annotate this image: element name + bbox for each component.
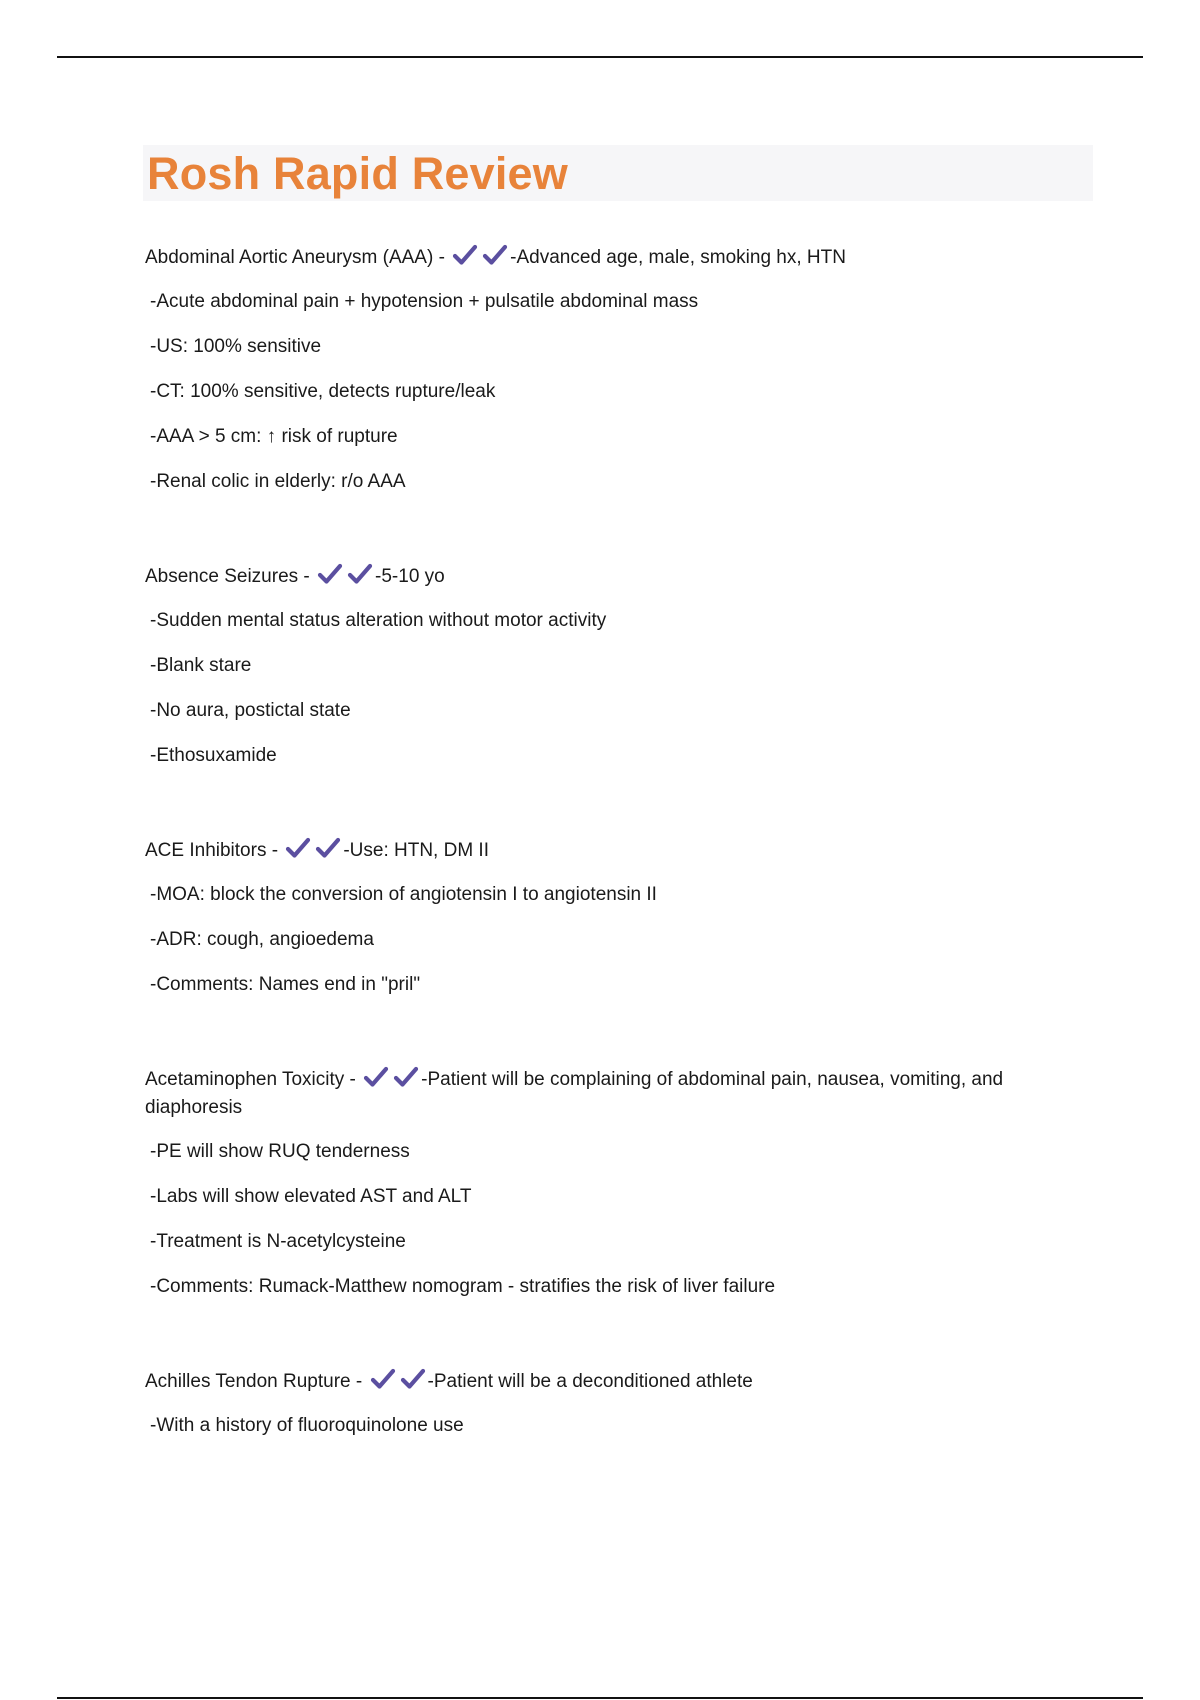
entry-term: ACE Inhibitors - (145, 840, 279, 861)
flashcard-entry (143, 1065, 1093, 1301)
check-marks (285, 836, 341, 860)
check-icon (317, 562, 343, 586)
entry-point: -Acute abdominal pain + hypotension + pulsatile abdominal mass (150, 291, 699, 312)
entry-heading (143, 1065, 1093, 1122)
check-icon (452, 243, 478, 267)
check-icon (370, 1367, 396, 1391)
title-band (143, 145, 1093, 201)
check-icon (482, 243, 508, 267)
entry-term: Achilles Tendon Rupture - (145, 1371, 363, 1392)
entry-term: Absence Seizures - (145, 566, 310, 587)
entry-term: Acetaminophen Toxicity - (145, 1069, 356, 1090)
entry-point: -AAA > 5 cm: ↑ risk of rupture (150, 426, 398, 447)
check-marks (363, 1065, 419, 1089)
entry-point: -ADR: cough, angioedema (150, 929, 374, 950)
entry-term: Abdominal Aortic Aneurysm (AAA) - (145, 247, 445, 268)
entry-first-point: -Patient will be complaining of abdominal pain, nausea, vomiting, and diaphoresis (145, 1069, 1004, 1118)
document-body (143, 145, 1093, 1506)
check-marks (317, 562, 373, 586)
check-icon (400, 1367, 426, 1391)
entry-point: -PE will show RUQ tenderness (150, 1141, 410, 1162)
entry-point: -Renal colic in elderly: r/o AAA (150, 471, 406, 492)
entry-point: -Labs will show elevated AST and ALT (150, 1186, 472, 1207)
entry-point: -With a history of fluoroquinolone use (150, 1415, 464, 1436)
flashcard-entry (143, 1367, 1093, 1440)
flashcard-entry (143, 836, 1093, 999)
entry-point: -Blank stare (150, 655, 252, 676)
flashcard-entry (143, 243, 1093, 496)
entry-point: -Treatment is N-acetylcysteine (150, 1231, 406, 1252)
check-icon (285, 836, 311, 860)
check-marks (370, 1367, 426, 1391)
bottom-rule (57, 1697, 1143, 1699)
entry-point: -Sudden mental status alteration without motor activity (150, 610, 607, 631)
entry-first-point: -Patient will be a deconditioned athlete (427, 1371, 753, 1392)
entry-heading (143, 562, 1093, 591)
entry-point: -No aura, postictal state (150, 700, 351, 721)
entry-point: -Comments: Rumack-Matthew nomogram - stratifies the risk of liver failure (150, 1276, 776, 1297)
check-icon (393, 1065, 419, 1089)
entry-point: -Ethosuxamide (150, 745, 277, 766)
entry-heading (143, 1367, 1093, 1396)
entry-first-point: -Advanced age, male, smoking hx, HTN (510, 247, 846, 268)
entry-point: -CT: 100% sensitive, detects rupture/leak (150, 381, 496, 402)
entry-heading (143, 243, 1093, 272)
flashcard-entry (143, 562, 1093, 770)
check-icon (315, 836, 341, 860)
entries-list (143, 243, 1093, 1440)
check-icon (347, 562, 373, 586)
check-marks (452, 243, 508, 267)
check-icon (363, 1065, 389, 1089)
page-title: Rosh Rapid Review (147, 147, 568, 199)
top-rule (57, 56, 1143, 58)
entry-first-point: -Use: HTN, DM II (343, 840, 489, 861)
entry-first-point: -5-10 yo (375, 566, 445, 587)
entry-heading (143, 836, 1093, 865)
entry-point: -MOA: block the conversion of angiotensin I to angiotensin II (150, 884, 657, 905)
entry-point: -Comments: Names end in "pril" (150, 974, 421, 995)
entry-point: -US: 100% sensitive (150, 336, 322, 357)
